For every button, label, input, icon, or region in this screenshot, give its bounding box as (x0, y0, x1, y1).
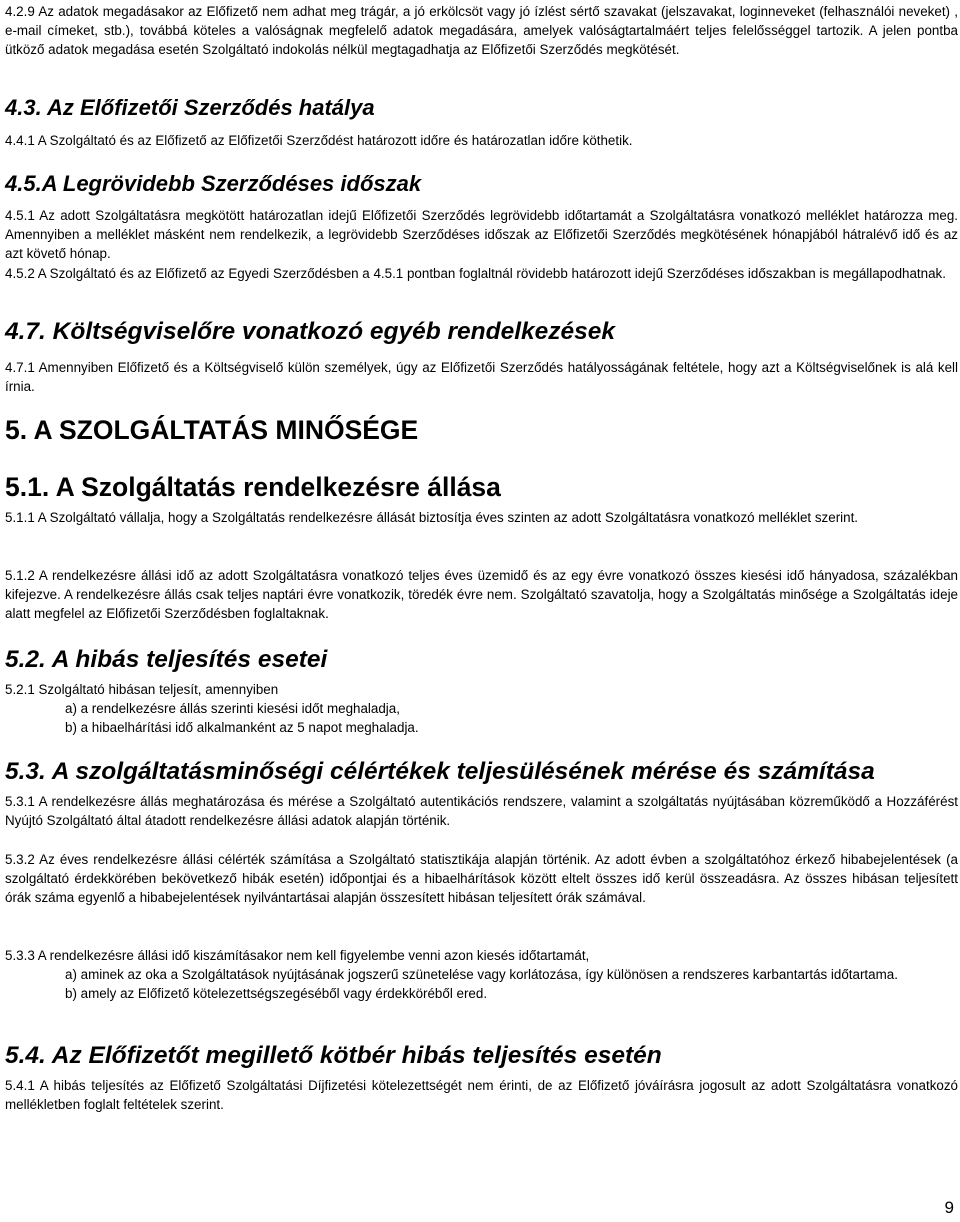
heading-5 (5, 413, 958, 447)
list-item-b: b) a hibaelhárítási idő alkalmanként az 5 napot meghaladja. (65, 720, 419, 735)
paragraph-text: 5.3.3 A rendelkezésre állási idő kiszámításakor nem kell figyelembe venni azon kiesés időtartamát, (5, 948, 590, 963)
section-heading: 4.5.A Legrövidebb Szerződéses időszak (5, 171, 422, 196)
section-heading: 4.3. Az Előfizetői Szerződés hatálya (5, 95, 375, 120)
paragraph-5-3-3 (5, 946, 958, 1003)
paragraph-4-5-2 (5, 264, 958, 283)
paragraph-5-2-1 (5, 680, 958, 737)
heading-5-1 (5, 470, 958, 504)
section-heading: 4.7. Költségviselőre vonatkozó egyéb rendelkezések (5, 318, 616, 345)
heading-5-4 (5, 1040, 958, 1072)
paragraph-text: 4.5.1 Az adott Szolgáltatásra megkötött határozatlan idejű Előfizetői Szerződés legrövidebb időtartamát a Szolgáltatásra vonatkozó melléklet határozza meg. Amennyiben a melléklet másként nem rendelkezik, a legrövidebb Szerződéses időszak az Előfizetői Szerződés megkötésének hónapjából hátralévő idő és az azt követő hónap. (5, 208, 958, 261)
paragraph-text: 5.3.1 A rendelkezésre állás meghatározása és mérése a Szolgáltató autentikációs rendszere, valamint a szolgáltatás nyújtásában közreműködő a Hozzáférést Nyújtó Szolgáltató által átadott rendelkezésre állási adatok alapján történik. (5, 794, 958, 828)
list-item-a: a) a rendelkezésre állás szerinti kiesési időt meghaladja, (65, 701, 400, 716)
paragraph-5-1-2 (5, 566, 958, 623)
paragraph-text: 4.7.1 Amennyiben Előfizető és a Költségviselő külön személyek, úgy az Előfizetői Szerződés hatályosságának feltétele, hogy azt a Költségviselőnek is alá kell írnia. (5, 360, 958, 394)
paragraph-text: 4.5.2 A Szolgáltató és az Előfizető az Egyedi Szerződésben a 4.5.1 pontban foglaltnál rövidebb határozott idejű Szerződéses időszakban is megállapodhatnak. (5, 266, 946, 281)
heading-4-7 (5, 316, 958, 348)
paragraph-5-1-1 (5, 508, 958, 527)
paragraph-text: 5.2.1 Szolgáltató hibásan teljesít, amennyiben (5, 682, 279, 697)
paragraph-5-4-1 (5, 1076, 958, 1114)
heading-5-3 (5, 756, 958, 788)
chapter-heading: 5. A SZOLGÁLTATÁS MINŐSÉGE (5, 415, 419, 445)
list-item-b: b) amely az Előfizető kötelezettségszegéséből vagy érdekköréből ered. (65, 986, 488, 1001)
paragraph-4-7-1 (5, 358, 958, 396)
page-number: 9 (944, 1198, 954, 1217)
paragraph-5-3-2 (5, 850, 958, 907)
paragraph-5-3-1 (5, 792, 958, 830)
paragraph-text: 5.4.1 A hibás teljesítés az Előfizető Szolgáltatási Díjfizetési kötelezettségét nem érinti, de az Előfizető jóváírásra jogosult az adott Szolgáltatásra vonatkozó mellékletben foglalt feltételek szerint. (5, 1078, 958, 1112)
paragraph-text: 4.4.1 A Szolgáltató és az Előfizető az Előfizetői Szerződést határozott időre és határozatlan időre köthetik. (5, 133, 633, 148)
heading-4-3 (5, 94, 958, 122)
paragraph-4-5-1 (5, 206, 958, 263)
section-heading: 5.2. A hibás teljesítés esetei (5, 646, 328, 673)
paragraph-text: 4.2.9 Az adatok megadásakor az Előfizető nem adhat meg trágár, a jó erkölcsöt vagy jó ízlést sértő szavakat (jelszavakat, loginneveket (felhasználói neveket) , e-mail címeket, stb.), továbbá köteles a valóságnak megfelelő adatok megadására, amelyek valóságtartalmáért teljes felelősséggel tartozik. A jelen pontba ütköző adatok megadása esetén Szolgáltató indokolás nélkül megtagadhatja az Előfizetői Szerződés megkötését. (5, 4, 958, 57)
section-heading: 5.3. A szolgáltatásminőségi célértékek teljesülésének mérése és számítása (5, 758, 875, 785)
paragraph-text: 5.1.2 A rendelkezésre állási idő az adott Szolgáltatásra vonatkozó teljes éves üzemidő és az egy évre vonatkozó összes kiesési idő hányadosa, százalékban kifejezve. A rendelkezésre állás csak teljes naptári évre vonatkozik, töredék évre nem. Szolgáltató szavatolja, hogy a Szolgáltatás minősége a Szolgáltatás ideje alatt megfelel az Előfizetői Szerződésben foglaltaknak. (5, 568, 958, 621)
heading-5-2 (5, 644, 958, 676)
paragraph-text: 5.1.1 A Szolgáltató vállalja, hogy a Szolgáltatás rendelkezésre állását biztosítja éves szinten az adott Szolgáltatásra vonatkozó melléklet szerint. (5, 510, 859, 525)
heading-4-5 (5, 170, 958, 198)
list-item-a: a) aminek az oka a Szolgáltatások nyújtásának jogszerű szünetelése vagy korlátozása, így különösen a rendszeres karbantartás időtartama. (65, 967, 898, 982)
section-heading: 5.1. A Szolgáltatás rendelkezésre állása (5, 472, 501, 502)
paragraph-4-2-9 (5, 2, 958, 59)
paragraph-text: 5.3.2 Az éves rendelkezésre állási célérték számítása a Szolgáltató statisztikája alapján történik. Az adott évben a szolgáltatóhoz érkező hibabejelentések (a szolgáltató érdekkörében bekövetkező hibák esetén) időpontjai és a hibaelhárítások között eltelt összes idő kerül összeadásra. Az összes hibásan teljesített órák száma egyenlő a hibabejelentések nyilvántartásai alapján összesített hibásan teljesített órák számával. (5, 852, 958, 905)
paragraph-4-4-1 (5, 131, 958, 150)
section-heading: 5.4. Az Előfizetőt megillető kötbér hibás teljesítés esetén (5, 1042, 662, 1069)
